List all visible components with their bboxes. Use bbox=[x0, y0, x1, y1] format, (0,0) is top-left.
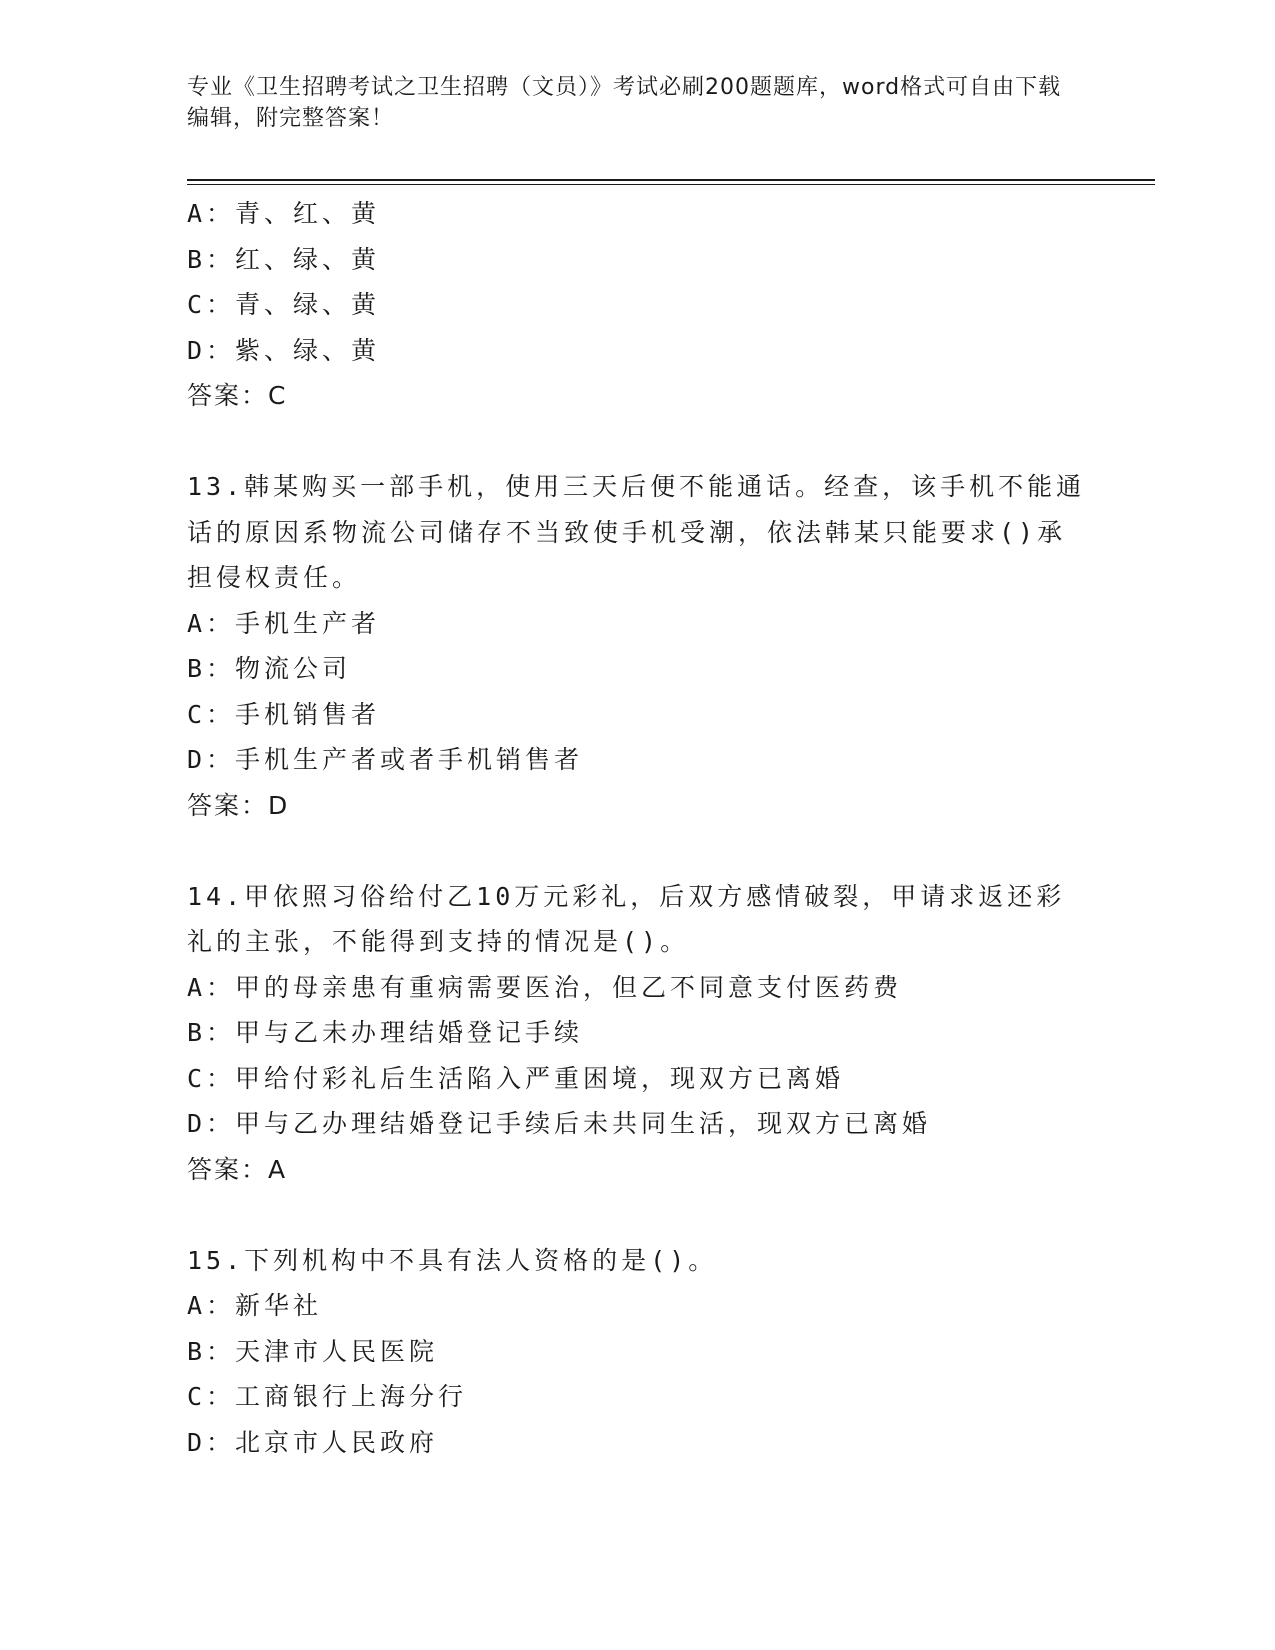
question-stem: 13.韩某购买一部手机，使用三天后便不能通话。经查，该手机不能通话的原因系物流公司储存不当致使手机受潮，依法韩某只能要求()承担侵权责任。 bbox=[187, 472, 1086, 592]
question-13 bbox=[187, 464, 1087, 828]
option-b: B：甲与乙未办理结婚登记手续 bbox=[187, 1018, 584, 1047]
question-stem: 15.下列机构中不具有法人资格的是()。 bbox=[187, 1245, 718, 1275]
option-d: D：北京市人民政府 bbox=[187, 1427, 439, 1457]
option-c: C：青、绿、黄 bbox=[187, 290, 381, 319]
answer: 答案：A bbox=[187, 1154, 288, 1184]
answer: 答案：C bbox=[187, 381, 288, 410]
option-b: B：天津市人民医院 bbox=[187, 1336, 439, 1366]
document-header: 专业《卫生招聘考试之卫生招聘（文员）》考试必刷200题题库，word格式可自由下载编辑，附完整答案！ bbox=[187, 75, 1062, 131]
spacer bbox=[187, 1192, 1087, 1238]
header-rule-thin bbox=[187, 184, 1155, 185]
option-a: A：手机生产者 bbox=[187, 608, 381, 638]
option-c: C：工商银行上海分行 bbox=[187, 1382, 468, 1411]
option-b: B：红、绿、黄 bbox=[187, 244, 381, 274]
option-a: A：新华社 bbox=[187, 1291, 323, 1320]
spacer bbox=[187, 828, 1087, 874]
question-stem: 14.甲依照习俗给付乙10万元彩礼，后双方感情破裂，甲请求返还彩礼的主张，不能得到支持的情况是()。 bbox=[187, 881, 1066, 956]
option-d: D：手机生产者或者手机销售者 bbox=[187, 745, 584, 774]
question-14 bbox=[187, 874, 1087, 1193]
option-d: D：紫、绿、黄 bbox=[187, 335, 381, 365]
option-a: A：甲的母亲患有重病需要医治，但乙不同意支付医药费 bbox=[187, 972, 903, 1002]
question-15 bbox=[187, 1238, 1087, 1466]
question-12-continuation bbox=[187, 191, 1087, 419]
option-d: D：甲与乙办理结婚登记手续后未共同生活，现双方已离婚 bbox=[187, 1109, 932, 1138]
header-rule-thick bbox=[187, 179, 1155, 181]
option-c: C：甲给付彩礼后生活陷入严重困境，现双方已离婚 bbox=[187, 1063, 845, 1093]
spacer bbox=[187, 419, 1087, 465]
option-a: A：青、红、黄 bbox=[187, 199, 381, 228]
question-list bbox=[187, 191, 1087, 1465]
answer: 答案：D bbox=[187, 790, 290, 820]
option-b: B：物流公司 bbox=[187, 654, 352, 683]
option-c: C：手机销售者 bbox=[187, 699, 381, 729]
